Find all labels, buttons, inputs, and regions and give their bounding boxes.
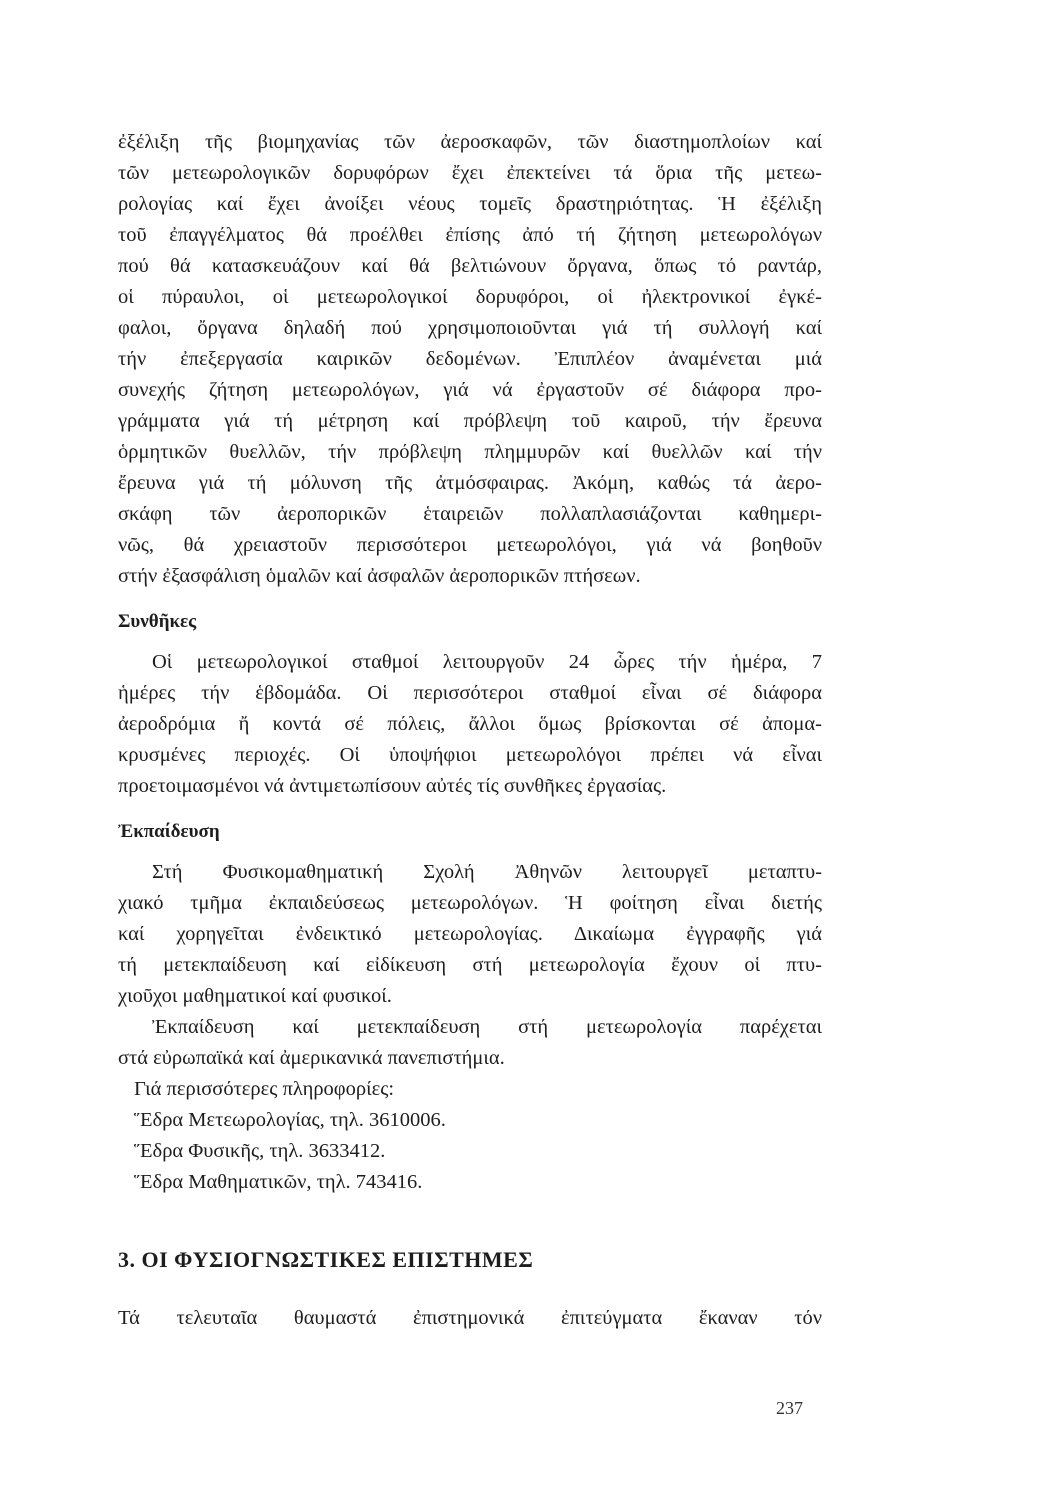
text-line: στήν ἐξασφάλιση ὁμαλῶν καί ἀσφαλῶν ἀεροπορικῶν πτήσεων.: [118, 565, 641, 587]
text-line: οἱ πύραυλοι, οἱ μετεωρολογικοί δορυφόροι, οἱ ἠλεκτρονικοί ἐγκέ-: [118, 286, 822, 308]
text-line: προετοιμασμένοι νά ἀντιμετωπίσουν αὐτές τίς συνθῆκες ἐργασίας.: [118, 775, 667, 797]
page-number: 237: [776, 1398, 803, 1418]
contact-item: Ἕδρα Φυσικῆς, τηλ. 3633412.: [134, 1140, 386, 1162]
heading-education: Ἐκπαίδευση: [118, 821, 220, 842]
contact-list: [118, 1074, 822, 1198]
text-line: ἐξέλιξη τῆς βιομηχανίας τῶν ἀεροσκαφῶν, τῶν διαστημοπλοίων καί: [118, 131, 822, 153]
text-line: καί χορηγεῖται ἐνδεικτικό μετεωρολογίας. Δικαίωμα ἐγγραφῆς γιά: [118, 923, 822, 945]
text-line: χιοῦχοι μαθηματικοί καί φυσικοί.: [118, 985, 392, 1007]
paragraph-1: [118, 127, 822, 592]
text-line: Οἱ μετεωρολογικοί σταθμοί λειτουργοῦν 24 ὧρες τήν ἡμέρα, 7: [152, 651, 822, 673]
paragraph-4: [118, 1012, 822, 1074]
contact-item: Ἕδρα Μετεωρολογίας, τηλ. 3610006.: [134, 1109, 446, 1131]
text-line: πού θά κατασκευάζουν καί θά βελτιώνουν ὄργανα, ὅπως τό ραντάρ,: [118, 255, 822, 277]
paragraph-3: [118, 857, 822, 1012]
paragraph-2: [118, 647, 822, 802]
text-line: στά εὐρωπαϊκά καί ἀμερικανικά πανεπιστήμια.: [118, 1047, 505, 1069]
text-line: Ἐκπαίδευση καί μετεκπαίδευση στή μετεωρολογία παρέχεται: [152, 1016, 822, 1038]
text-line: κρυσμένες περιοχές. Οἱ ὑποψήφιοι μετεωρολόγοι πρέπει νά εἶναι: [118, 744, 822, 766]
text-line: σκάφη τῶν ἀεροπορικῶν ἑταιρειῶν πολλαπλασιάζονται καθημερι-: [118, 503, 822, 525]
text-line: χιακό τμῆμα ἐκπαιδεύσεως μετεωρολόγων. Ἡ φοίτηση εἶναι διετής: [118, 892, 822, 914]
text-line: συνεχής ζήτηση μετεωρολόγων, γιά νά ἐργαστοῦν σέ διάφορα προ-: [118, 379, 822, 401]
text-line: τοῦ ἐπαγγέλματος θά προέλθει ἐπίσης ἀπό τή ζήτηση μετεωρολόγων: [118, 224, 822, 246]
text-line: ὁρμητικῶν θυελλῶν, τήν πρόβλεψη πλημμυρῶν καί θυελλῶν καί τήν: [118, 441, 822, 463]
heading-conditions: Συνθῆκες: [118, 611, 197, 632]
text-line: ρολογίας καί ἔχει ἀνοίξει νέους τομεῖς δραστηριότητας. Ἡ ἐξέλιξη: [118, 193, 822, 215]
text-line: φαλοι, ὄργανα δηλαδή πού χρησιμοποιοῦνται γιά τή συλλογή καί: [118, 317, 822, 339]
text-line: τῶν μετεωρολογικῶν δορυφόρων ἔχει ἐπεκτείνει τά ὅρια τῆς μετεω-: [118, 162, 822, 184]
text-line: νῶς, θά χρειαστοῦν περισσότεροι μετεωρολόγοι, γιά νά βοηθοῦν: [118, 534, 822, 556]
text-line: Στή Φυσικομαθηματική Σχολή Ἀθηνῶν λειτουργεῖ μεταπτυ-: [152, 861, 822, 883]
text-line: ἡμέρες τήν ἑβδομάδα. Οἱ περισσότεροι σταθμοί εἶναι σέ διάφορα: [118, 682, 822, 704]
contact-item: Ἕδρα Μαθηματικῶν, τηλ. 743416.: [134, 1171, 423, 1193]
text-line: γράμματα γιά τή μέτρηση καί πρόβλεψη τοῦ καιροῦ, τήν ἔρευνα: [118, 410, 822, 432]
section-first-line: Τά τελευταῖα θαυμαστά ἐπιστημονικά ἐπιτεύγματα ἔκαναν τόν: [118, 1307, 822, 1329]
section-title: 3. ΟΙ ΦΥΣΙΟΓΝΩΣΤΙΚΕΣ ΕΠΙΣΤΗΜΕΣ: [118, 1247, 534, 1272]
text-line: τήν ἐπεξεργασία καιρικῶν δεδομένων. Ἐπιπλέον ἀναμένεται μιά: [118, 348, 822, 370]
text-line: ἔρευνα γιά τή μόλυνση τῆς ἀτμόσφαιρας. Ἀκόμη, καθώς τά ἀερο-: [118, 472, 822, 494]
text-line: τή μετεκπαίδευση καί εἰδίκευση στή μετεωρολογία ἔχουν οἱ πτυ-: [118, 954, 822, 976]
contact-intro: Γιά περισσότερες πληροφορίες:: [134, 1078, 395, 1100]
page-body: [118, 127, 822, 1198]
text-line: ἀεροδρόμια ἤ κοντά σέ πόλεις, ἄλλοι ὅμως βρίσκονται σέ ἀπομα-: [118, 713, 822, 735]
